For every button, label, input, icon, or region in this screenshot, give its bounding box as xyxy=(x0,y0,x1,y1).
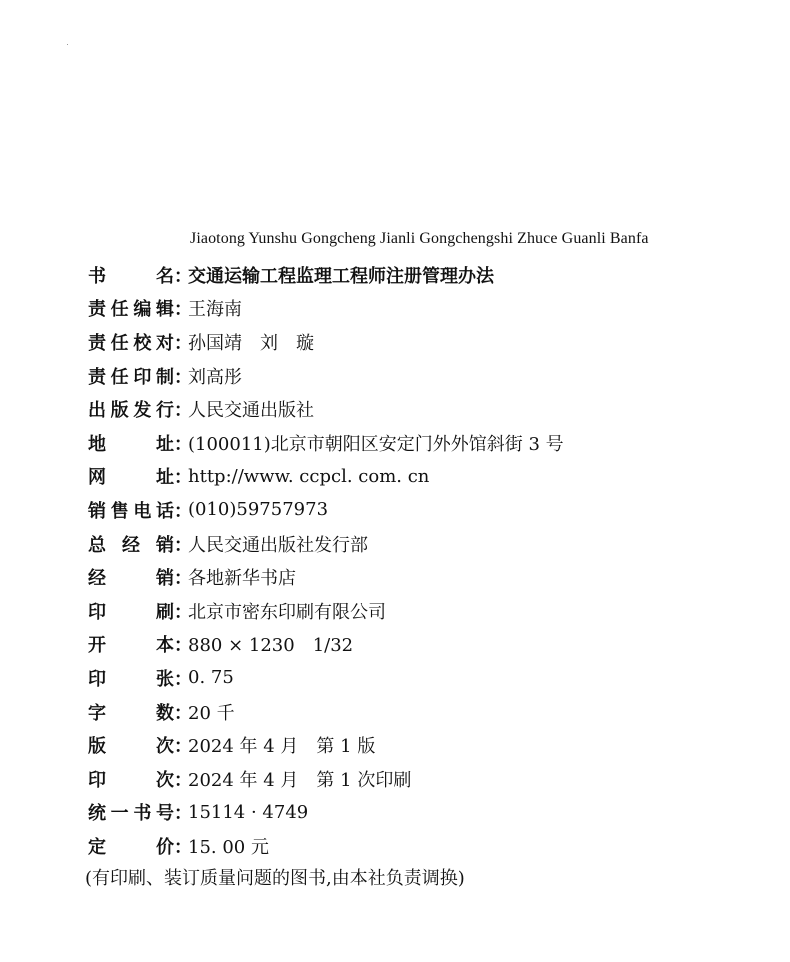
colon: ： xyxy=(174,668,192,690)
value-word-count: 20 千 xyxy=(188,702,235,724)
row-printing-supervisor xyxy=(88,359,778,393)
value-printer: 北京市密东印刷有限公司 xyxy=(188,601,386,623)
value-editor: 王海南 xyxy=(188,299,242,321)
value-printed-sheets: 0. 75 xyxy=(188,667,234,689)
colon: ： xyxy=(174,366,192,388)
copyright-info-list xyxy=(88,258,778,863)
label-book-number: 统一书号 xyxy=(88,803,174,825)
label-editor: 责任编辑 xyxy=(88,299,174,321)
row-sales-phone xyxy=(88,493,778,527)
label-sales-phone: 销售电话 xyxy=(88,500,174,522)
colon: ： xyxy=(174,400,192,422)
label-website: 网址 xyxy=(88,467,174,489)
row-printer xyxy=(88,594,778,628)
row-word-count xyxy=(88,695,778,729)
colon: ： xyxy=(174,803,192,825)
value-edition: 2024 年 4 月 第 1 版 xyxy=(188,736,376,758)
colon: ： xyxy=(174,702,192,724)
row-title xyxy=(88,258,778,292)
label-price: 定价 xyxy=(88,836,174,858)
row-impression xyxy=(88,762,778,796)
row-proofreader xyxy=(88,325,778,359)
value-price: 15. 00 元 xyxy=(188,836,269,858)
label-distributor: 经销 xyxy=(88,568,174,590)
value-printing-supervisor: 刘高彤 xyxy=(188,366,242,388)
label-proofreader: 责任校对 xyxy=(88,332,174,354)
row-printed-sheets xyxy=(88,661,778,695)
label-address: 地址 xyxy=(88,433,174,455)
label-edition: 版次 xyxy=(88,736,174,758)
label-title: 书名 xyxy=(88,265,174,287)
label-printer: 印刷 xyxy=(88,601,174,623)
colon: ： xyxy=(174,601,192,623)
value-publisher: 人民交通出版社 xyxy=(188,400,314,422)
row-edition xyxy=(88,728,778,762)
colon: ： xyxy=(174,299,192,321)
value-distributor: 各地新华书店 xyxy=(188,568,296,590)
colon: ： xyxy=(174,265,192,287)
label-printing-supervisor: 责任印制 xyxy=(88,366,174,388)
quality-notice: (有印刷、装订质量问题的图书,由本社负责调换) xyxy=(85,868,465,889)
value-address: (100011)北京市朝阳区安定门外外馆斜街 3 号 xyxy=(188,433,564,455)
row-website xyxy=(88,460,778,494)
value-general-distributor: 人民交通出版社发行部 xyxy=(188,534,368,556)
value-proofreader: 孙国靖 刘 璇 xyxy=(188,332,314,354)
label-format: 开本 xyxy=(88,635,174,657)
colon: ： xyxy=(174,433,192,455)
colon: ： xyxy=(174,332,192,354)
scan-speck xyxy=(67,44,68,45)
colon: ： xyxy=(174,500,192,522)
row-general-distributor xyxy=(88,527,778,561)
row-editor xyxy=(88,292,778,326)
label-publisher: 出版发行 xyxy=(88,400,174,422)
row-format xyxy=(88,628,778,662)
row-publisher xyxy=(88,392,778,426)
label-general-distributor: 总经销 xyxy=(88,534,174,556)
value-book-number: 15114 · 4749 xyxy=(188,801,309,823)
colon: ： xyxy=(174,836,192,858)
pinyin-title: Jiaotong Yunshu Gongcheng Jianli Gongchengshi Zhuce Guanli Banfa xyxy=(190,230,649,247)
colon: ： xyxy=(174,769,192,791)
colon: ： xyxy=(174,534,192,556)
colon: ： xyxy=(174,635,192,657)
label-printed-sheets: 印张 xyxy=(88,668,174,690)
colon: ： xyxy=(174,467,192,489)
value-sales-phone: (010)59757973 xyxy=(188,499,329,521)
row-price xyxy=(88,829,778,863)
row-distributor xyxy=(88,560,778,594)
row-book-number xyxy=(88,796,778,830)
value-title: 交通运输工程监理工程师注册管理办法 xyxy=(188,265,494,287)
colon: ： xyxy=(174,568,192,590)
label-impression: 印次 xyxy=(88,769,174,791)
value-website: http://www. ccpcl. com. cn xyxy=(188,465,430,487)
colon: ： xyxy=(174,736,192,758)
label-word-count: 字数 xyxy=(88,702,174,724)
value-impression: 2024 年 4 月 第 1 次印刷 xyxy=(188,769,412,791)
row-address xyxy=(88,426,778,460)
value-format: 880 × 1230 1/32 xyxy=(188,635,354,657)
